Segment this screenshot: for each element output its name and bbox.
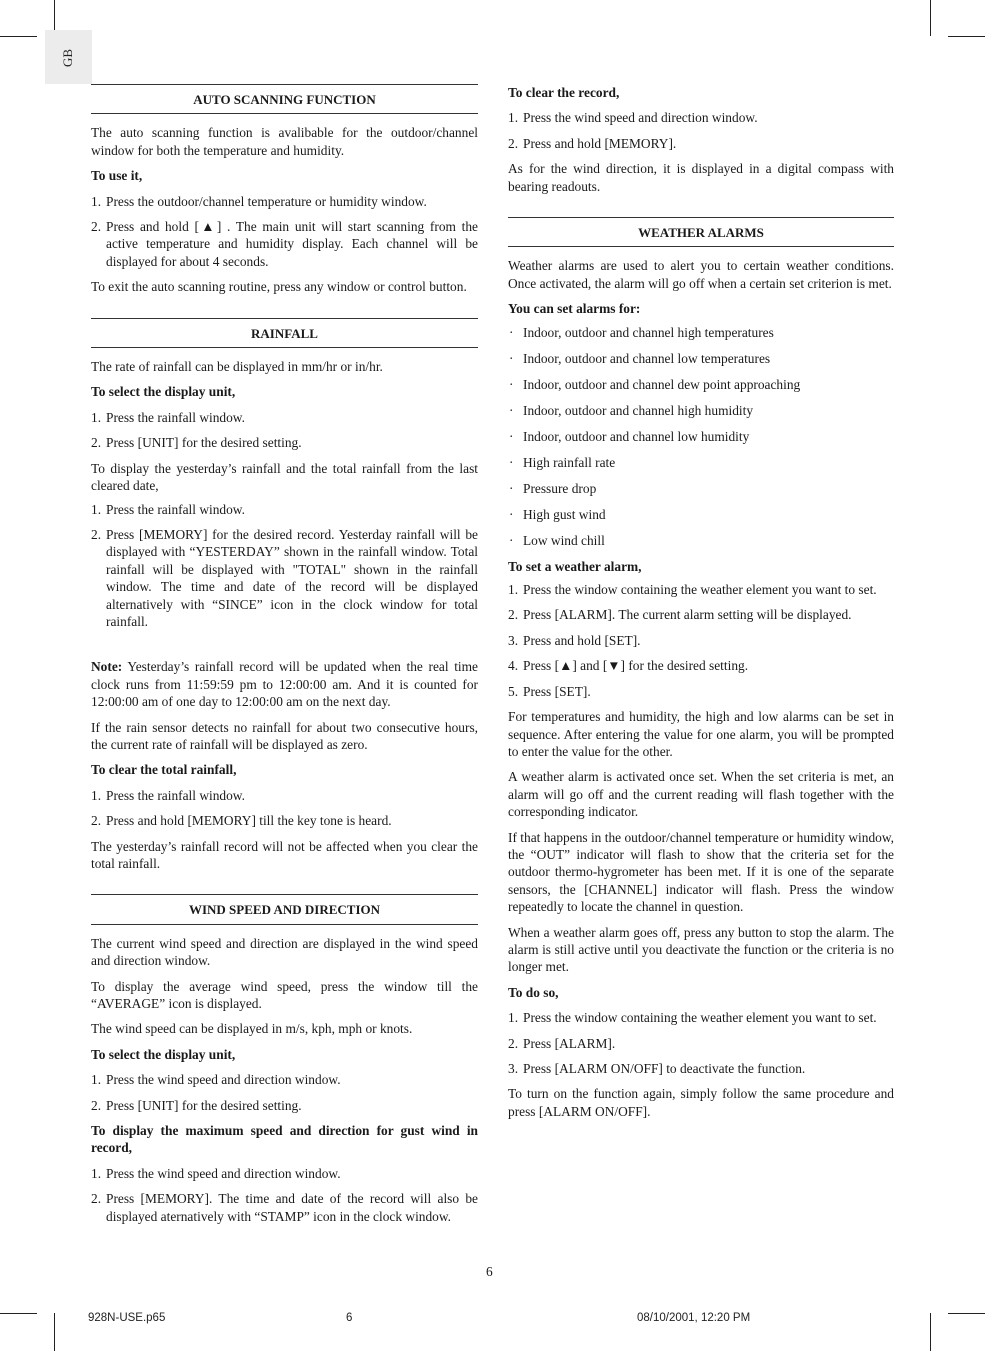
list-item: 2. Press [UNIT] for the desired setting. [91, 435, 302, 451]
page-number: 6 [486, 1264, 493, 1279]
language-label: GB [60, 48, 76, 68]
right-column [508, 84, 894, 1128]
rainfall-display-para: To display the yesterday’s rainfall and the total rainfall from the last cleared date, [91, 460, 478, 494]
crop-mark [948, 36, 985, 37]
list-item: 1. Press the window containing the weather element you want to set. [508, 582, 877, 598]
footer-datetime: 08/10/2001, 12:20 PM [637, 1312, 751, 1324]
rainfall-zero-para: If the rain sensor detects no rainfall for about two consecutive hours, the current rate of rainfall will be displayed as zero. [91, 719, 478, 752]
auto-scan-intro: The auto scanning function is avalibable for the outdoor/channel window for both the temperature and humidity. [91, 125, 478, 158]
alarm-list [508, 324, 894, 549]
alarm-list-item: · Indoor, outdoor and channel dew point approaching [509, 376, 801, 392]
wind-unit-heading: To select the display unit, [91, 1046, 236, 1062]
alarms-final: To turn on the function again, simply follow the same procedure and press [ALARM ON/OFF]. [508, 1086, 894, 1119]
list-item: 1. Press the window containing the weather element you want to set. [508, 1010, 877, 1026]
compass-para: As for the wind direction, it is displayed in a digital compass with bearing readouts. [508, 161, 894, 194]
list-item: 2. Press and hold [▲] . The main unit will start scanning from the active temperature and humidity display. Each channel will be displayed for about 4 seconds. [91, 219, 478, 269]
rainfall-note: Note: Yesterday’s rainfall record will be updated when the real time clock runs from 11:59:59 pm to 12:00:00 am. And it is counted for 12:00:00 am of one day to 12:00:00 am on the next day. [91, 659, 478, 710]
crop-mark [0, 36, 37, 37]
crop-mark [54, 1313, 55, 1351]
alarms-para-2: A weather alarm is activated once set. When the set criteria is met, an alarm will go off and the current reading will flash together with the corresponding indicator. [508, 769, 894, 820]
list-item: 2. Press [MEMORY] for the desired record. Yesterday rainfall will be displayed with “YESTERDAY” shown in the rainfall window. Total rainfall will be displayed with "TOTAL" shown in the rainfall window. The time and date of the record will be displayed alternatively with “SINCE” icon in the clock window for total rainfall. [91, 526, 478, 629]
alarms-para-3: If that happens in the outdoor/channel temperature or humidity window, the “OUT” indicator will flash to show that the criteria set for the outdoor thermo-hygrometer has been met. If it is one of the separate sensors, the [CHANNEL] indicator will flash. Press the window repeatedly to locate the channel in question. [508, 829, 894, 915]
clear-record-heading: To clear the record, [508, 85, 620, 100]
list-item: 5. Press [SET]. [508, 683, 591, 699]
alarms-list-heading: You can set alarms for: [508, 301, 641, 317]
alarm-list-item: · Indoor, outdoor and channel high humidity [509, 402, 754, 418]
list-item: 1. Press the rainfall window. [91, 409, 245, 425]
left-column [91, 84, 478, 1233]
language-tab [45, 30, 92, 84]
alarms-para-1: For temperatures and humidity, the high and low alarms can be set in sequence. After entering the value for one alarm, you will be prompted to enter the value for the other. [508, 709, 894, 759]
wind-gust-heading: To display the maximum speed and direction for gust wind in record, [91, 1123, 478, 1156]
list-item: 1. Press the rainfall window. [91, 787, 245, 803]
list-item: 2. Press and hold [MEMORY] till the key tone is heard. [91, 813, 392, 829]
alarm-list-item: · High gust wind [509, 506, 606, 522]
wind-units: The wind speed can be displayed in m/s, kph, mph or knots. [91, 1021, 413, 1037]
crop-mark [930, 0, 931, 36]
alarm-list-item: · Low wind chill [509, 532, 605, 548]
crop-mark [0, 1313, 37, 1314]
list-item: 2. Press [UNIT] for the desired setting. [91, 1097, 302, 1113]
section-title-weather-alarms: WEATHER ALARMS [508, 217, 894, 247]
auto-scan-exit: To exit the auto scanning routine, press any window or control button. [91, 279, 467, 295]
footer-page: 6 [346, 1312, 353, 1324]
list-item: 1. Press the wind speed and direction window. [91, 1072, 341, 1088]
list-item: 2. Press and hold [MEMORY]. [508, 135, 677, 151]
alarms-set-heading: To set a weather alarm, [508, 558, 642, 574]
rainfall-unit-heading: To select the display unit, [91, 384, 236, 400]
list-item: 1. Press the wind speed and direction window. [508, 110, 758, 126]
list-item: 1. Press the wind speed and direction window. [91, 1165, 341, 1181]
alarm-list-item: · Pressure drop [509, 480, 597, 496]
section-title-auto-scanning: AUTO SCANNING FUNCTION [91, 84, 478, 114]
alarm-list-item: · High rainfall rate [509, 454, 616, 470]
section-title-wind: WIND SPEED AND DIRECTION [91, 894, 478, 924]
crop-mark [930, 1313, 931, 1351]
alarms-intro: Weather alarms are used to alert you to certain weather conditions. Once activated, the alarm will go off when a certain set criterion is met. [508, 258, 894, 291]
rainfall-intro: The rate of rainfall can be displayed in mm/hr or in/hr. [91, 359, 383, 375]
alarm-list-item: · Indoor, outdoor and channel low temperatures [509, 350, 771, 366]
auto-scan-use-heading: To use it, [91, 168, 143, 184]
wind-average: To display the average wind speed, press the window till the “AVERAGE” icon is displayed. [91, 978, 478, 1012]
list-item: 1. Press the rainfall window. [91, 501, 245, 517]
rainfall-clear-note: The yesterday’s rainfall record will not be affected when you clear the total rainfall. [91, 838, 478, 871]
section-title-rainfall: RAINFALL [91, 318, 478, 348]
crop-mark [948, 1313, 985, 1314]
wind-intro: The current wind speed and direction are displayed in the wind speed and direction window. [91, 935, 478, 969]
alarm-list-item: · Indoor, outdoor and channel high temperatures [509, 324, 774, 340]
alarms-do-heading: To do so, [508, 984, 559, 1000]
list-item: 2. Press [ALARM]. [508, 1035, 616, 1051]
rainfall-clear-heading: To clear the total rainfall, [91, 762, 237, 778]
list-item: 2. Press [ALARM]. The current alarm setting will be displayed. [508, 607, 852, 623]
list-item: 1. Press the outdoor/channel temperature or humidity window. [91, 193, 427, 209]
alarms-para-4: When a weather alarm goes off, press any button to stop the alarm. The alarm is still active until you deactivate the function or the criteria is no longer met. [508, 924, 894, 975]
alarm-list-item: · Indoor, outdoor and channel low humidity [509, 428, 750, 444]
footer-file: 928N-USE.p65 [88, 1312, 166, 1324]
list-item: 4. Press [▲] and [▼] for the desired setting. [508, 658, 749, 674]
list-item: 3. Press and hold [SET]. [508, 632, 641, 648]
list-item: 3. Press [ALARM ON/OFF] to deactivate the function. [508, 1061, 806, 1076]
list-item: 2. Press [MEMORY]. The time and date of the record will also be displayed aternatively with “STAMP” icon in the clock window. [91, 1191, 478, 1224]
